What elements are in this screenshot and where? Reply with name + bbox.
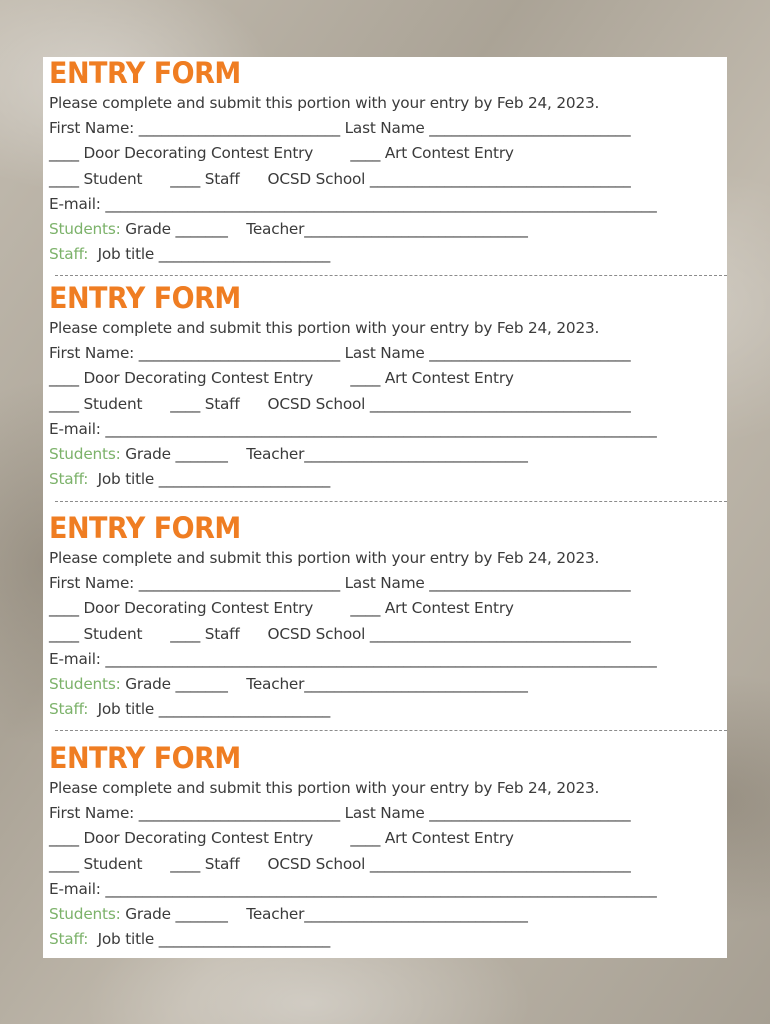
- contest-options-line: ____ Door Decorating Contest Entry ____ Art Contest Entry: [49, 144, 514, 163]
- role-school-line: ____ Student ____ Staff OCSD School ___________________________________: [49, 624, 631, 643]
- form-instructions: Please complete and submit this portion with your entry by Feb 24, 2023.: [49, 549, 600, 567]
- role-school-line: ____ Student ____ Staff OCSD School ___________________________________: [49, 854, 631, 873]
- form-title: ENTRY FORM: [49, 282, 241, 316]
- staff-label: Staff:: [49, 470, 89, 489]
- role-school-line: ____ Student ____ Staff OCSD School ___________________________________: [49, 169, 631, 188]
- grade-teacher-fields: Grade _______ Teacher______________________________: [120, 904, 528, 923]
- staff-label: Staff:: [49, 245, 89, 264]
- contest-options-line: ____ Door Decorating Contest Entry ____ Art Contest Entry: [49, 369, 514, 388]
- job-title-field: Job title _______________________: [88, 700, 331, 719]
- job-title-field: Job title _______________________: [88, 470, 331, 489]
- staff-line: [49, 467, 721, 492]
- contest-options-line: ____ Door Decorating Contest Entry ____ Art Contest Entry: [49, 829, 514, 848]
- contest-options-line: ____ Door Decorating Contest Entry ____ Art Contest Entry: [49, 599, 514, 618]
- form-title: ENTRY FORM: [49, 742, 241, 776]
- email-line: E-mail: __________________________________________________________________________: [49, 419, 657, 438]
- cut-line-divider: [55, 501, 727, 502]
- name-fields-line: First Name: ___________________________ Last Name ___________________________: [49, 119, 631, 138]
- email-line: E-mail: __________________________________________________________________________: [49, 194, 657, 213]
- staff-label: Staff:: [49, 930, 89, 949]
- entry-form-2: [49, 282, 721, 492]
- form-title: ENTRY FORM: [49, 57, 241, 91]
- name-fields-line: First Name: ___________________________ Last Name ___________________________: [49, 574, 631, 593]
- grade-teacher-fields: Grade _______ Teacher______________________________: [120, 444, 528, 463]
- grade-teacher-fields: Grade _______ Teacher______________________________: [120, 674, 528, 693]
- job-title-field: Job title _______________________: [88, 245, 331, 264]
- students-label: Students:: [49, 444, 121, 463]
- entry-form-1: [49, 57, 721, 267]
- staff-line: [49, 927, 721, 952]
- job-title-field: Job title _______________________: [88, 930, 331, 949]
- cut-line-divider: [55, 275, 727, 276]
- form-instructions: Please complete and submit this portion with your entry by Feb 24, 2023.: [49, 319, 600, 337]
- form-instructions: Please complete and submit this portion with your entry by Feb 24, 2023.: [49, 779, 600, 797]
- students-label: Students:: [49, 674, 121, 693]
- entry-form-3: [49, 512, 721, 722]
- role-school-line: ____ Student ____ Staff OCSD School ___________________________________: [49, 394, 631, 413]
- students-line: [49, 442, 721, 467]
- cut-line-divider: [55, 730, 727, 731]
- staff-line: [49, 697, 721, 722]
- students-line: [49, 672, 721, 697]
- staff-label: Staff:: [49, 700, 89, 719]
- name-fields-line: First Name: ___________________________ Last Name ___________________________: [49, 344, 631, 363]
- name-fields-line: First Name: ___________________________ Last Name ___________________________: [49, 804, 631, 823]
- staff-line: [49, 242, 721, 267]
- form-instructions: Please complete and submit this portion with your entry by Feb 24, 2023.: [49, 94, 600, 112]
- email-line: E-mail: __________________________________________________________________________: [49, 649, 657, 668]
- entry-form-4: [49, 742, 721, 952]
- students-label: Students:: [49, 904, 121, 923]
- grade-teacher-fields: Grade _______ Teacher______________________________: [120, 219, 528, 238]
- form-title: ENTRY FORM: [49, 512, 241, 546]
- email-line: E-mail: __________________________________________________________________________: [49, 879, 657, 898]
- students-label: Students:: [49, 219, 121, 238]
- entry-form-sheet: [43, 57, 727, 958]
- students-line: [49, 217, 721, 242]
- students-line: [49, 902, 721, 927]
